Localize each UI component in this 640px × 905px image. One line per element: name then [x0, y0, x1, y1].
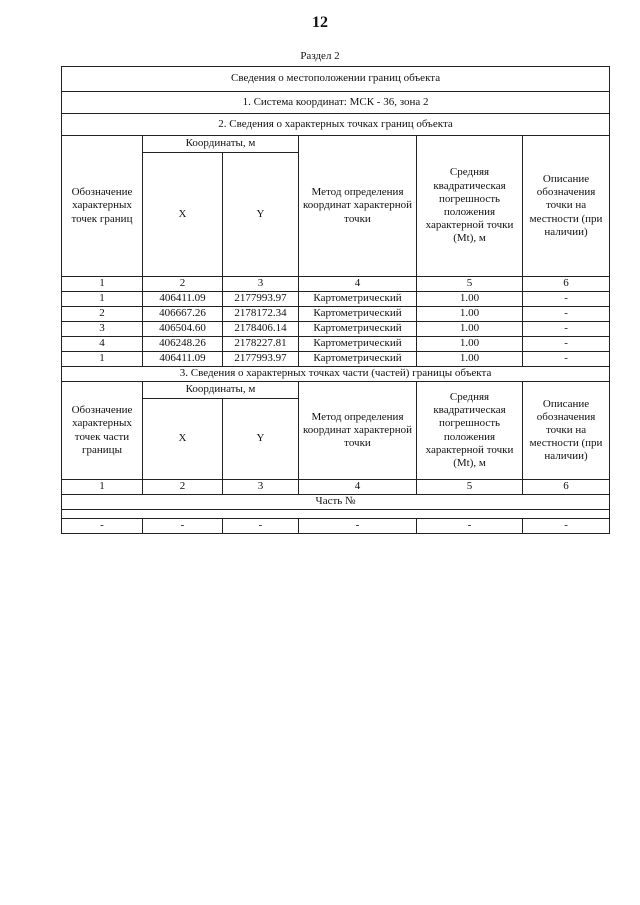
table-row: [62, 307, 610, 322]
column-number: 6: [523, 277, 610, 292]
part-cell: -: [299, 519, 417, 534]
column-number: 2: [143, 277, 223, 292]
header-description-part: Описание обозначения точки на местности (при наличии): [523, 382, 610, 480]
column-number: 5: [417, 480, 523, 495]
point-y: 2178227.81: [223, 337, 299, 352]
point-x: 406411.09: [143, 292, 223, 307]
column-numbers-row-part: [62, 480, 610, 495]
header-x: X: [143, 153, 223, 277]
column-numbers-row: [62, 277, 610, 292]
point-y: 2177993.97: [223, 352, 299, 367]
section-label: Раздел 2: [300, 50, 340, 62]
header-accuracy: Средняя квадратическая погрешность положения характерной точки (Mt), м: [417, 136, 523, 277]
header-accuracy-part: Средняя квадратическая погрешность положения характерной точки (Mt), м: [417, 382, 523, 480]
table-row: [62, 292, 610, 307]
part-cell: -: [223, 519, 299, 534]
header-method-part: Метод определения координат характерной точки: [299, 382, 417, 480]
empty-row: [62, 510, 610, 519]
point-method: Картометрический: [299, 337, 417, 352]
point-id: 2: [62, 307, 143, 322]
column-number: 4: [299, 277, 417, 292]
column-number: 1: [62, 480, 143, 495]
column-number: 1: [62, 277, 143, 292]
part-cell: -: [62, 519, 143, 534]
object-boundaries-table: [61, 66, 610, 534]
point-desc: -: [523, 352, 610, 367]
table-title: Сведения о местоположении границ объекта: [62, 67, 610, 92]
point-method: Картометрический: [299, 322, 417, 337]
part-cell: -: [417, 519, 523, 534]
point-x: 406504.60: [143, 322, 223, 337]
section-3-title: 3. Сведения о характерных точках части (частей) границы объекта: [62, 367, 610, 382]
column-number: 2: [143, 480, 223, 495]
point-y: 2177993.97: [223, 292, 299, 307]
point-desc: -: [523, 292, 610, 307]
header-coordinates: Координаты, м: [143, 136, 299, 153]
part-cell: -: [523, 519, 610, 534]
point-y: 2178406.14: [223, 322, 299, 337]
point-mt: 1.00: [417, 307, 523, 322]
point-id: 1: [62, 352, 143, 367]
point-x: 406667.26: [143, 307, 223, 322]
header-coordinates-part: Координаты, м: [143, 382, 299, 399]
point-mt: 1.00: [417, 322, 523, 337]
column-number: 3: [223, 277, 299, 292]
header-y: Y: [223, 153, 299, 277]
header-method: Метод определения координат характерной точки: [299, 136, 417, 277]
table-row: [62, 322, 610, 337]
point-id: 3: [62, 322, 143, 337]
table-row: [62, 352, 610, 367]
header-x-part: X: [143, 399, 223, 480]
header-point-designation: Обозначение характерных точек границ: [62, 136, 143, 277]
point-desc: -: [523, 322, 610, 337]
point-x: 406411.09: [143, 352, 223, 367]
point-mt: 1.00: [417, 352, 523, 367]
column-number: 5: [417, 277, 523, 292]
column-number: 3: [223, 480, 299, 495]
part-label: Часть №: [62, 495, 610, 510]
point-method: Картометрический: [299, 307, 417, 322]
point-mt: 1.00: [417, 337, 523, 352]
column-number: 6: [523, 480, 610, 495]
part-cell: -: [143, 519, 223, 534]
column-number: 4: [299, 480, 417, 495]
table-row: [62, 337, 610, 352]
header-y-part: Y: [223, 399, 299, 480]
point-mt: 1.00: [417, 292, 523, 307]
point-method: Картометрический: [299, 292, 417, 307]
page-number: 12: [312, 14, 328, 31]
part-row: [62, 519, 610, 534]
point-id: 4: [62, 337, 143, 352]
section-2-title: 2. Сведения о характерных точках границ объекта: [62, 114, 610, 136]
point-y: 2178172.34: [223, 307, 299, 322]
point-desc: -: [523, 337, 610, 352]
header-description: Описание обозначения точки на местности (при наличии): [523, 136, 610, 277]
point-x: 406248.26: [143, 337, 223, 352]
point-method: Картометрический: [299, 352, 417, 367]
point-id: 1: [62, 292, 143, 307]
coordinate-system: 1. Система координат: МСК - 36, зона 2: [62, 92, 610, 114]
point-desc: -: [523, 307, 610, 322]
header-point-designation-part: Обозначение характерных точек части границы: [62, 382, 143, 480]
